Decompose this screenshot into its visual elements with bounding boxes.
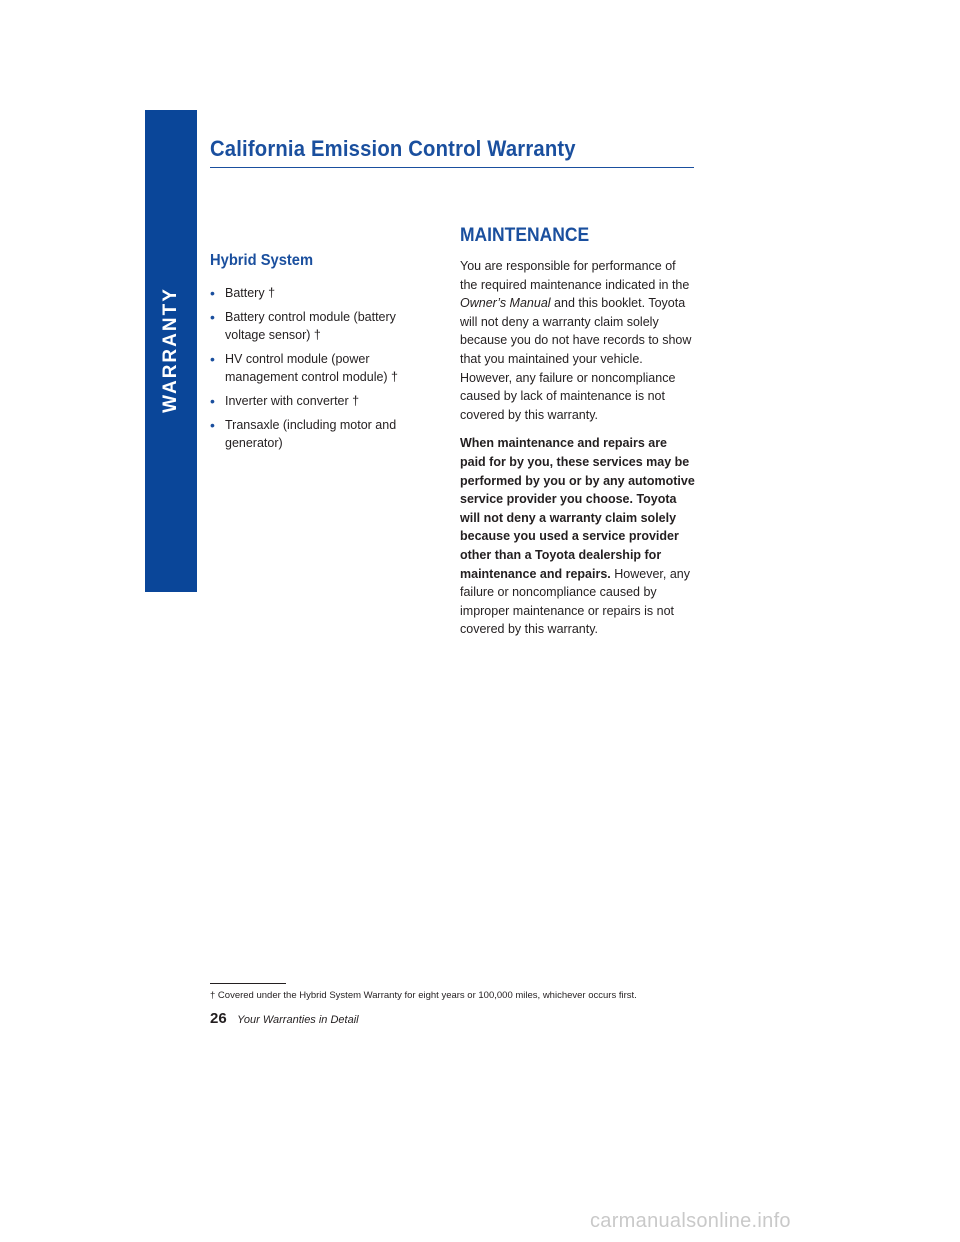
paragraph-text: You are responsible for performance of the required maintenance indicated in the [460,259,690,292]
list-item [210,308,410,344]
hybrid-system-section [210,252,410,458]
bullet-icon: • [210,393,215,409]
side-tab-label [145,110,197,592]
hybrid-system-list [210,284,410,452]
page-footer [210,1010,359,1028]
bullet-icon: • [210,285,215,301]
list-item-text: Transaxle (including motor and generator) [225,418,397,450]
bullet-icon: • [210,309,215,325]
list-item [210,416,410,452]
watermark: carmanualsonline.info [590,1210,791,1232]
side-tab-text: WARRANTY [160,287,181,413]
paragraph-text: However, any failure or noncompliance caused by improper maintenance or repairs is not covered by this warranty. [460,566,690,637]
list-item [210,392,410,410]
footnote-divider [210,983,286,984]
page-title: California Emission Control Warranty [210,136,576,161]
footer-label: Your Warranties in Detail [237,1014,359,1026]
bullet-icon: • [210,351,215,367]
bullet-icon: • [210,417,215,433]
list-item-text: Battery control module (battery voltage sensor) † [225,310,396,342]
list-item-text: HV control module (power management control module) † [225,352,399,384]
list-item-text: Inverter with converter † [225,394,360,408]
paragraph-text: and this booklet. Toyota will not deny a warranty claim solely because you do not have records to show that you maintained your vehicle. However, any failure or noncompliance caused by lack of maintenance is not covered by this warranty. [460,296,692,422]
paragraph-bold-text: When maintenance and repairs are paid for by you, these services may be performed by you or by any automotive service provider you choose. Toyota will not deny a warranty claim solely because you used a service provider other than a Toyota dealership for maintenance and repairs. [460,436,695,581]
maintenance-section [460,225,696,649]
list-item [210,284,410,302]
list-item-text: Battery † [225,286,276,300]
page-number: 26 [210,1010,227,1027]
section-side-tab [145,110,197,592]
maintenance-paragraph-2 [460,434,696,639]
manual-title: Owner’s Manual [460,296,551,311]
maintenance-paragraph-1 [460,257,696,424]
footnote: † Covered under the Hybrid System Warranty for eight years or 100,000 miles, whichever occurs first. [210,990,637,1001]
title-divider [210,167,694,168]
hybrid-system-heading: Hybrid System [210,252,314,269]
maintenance-heading: MAINTENANCE [460,225,590,246]
list-item [210,350,410,386]
